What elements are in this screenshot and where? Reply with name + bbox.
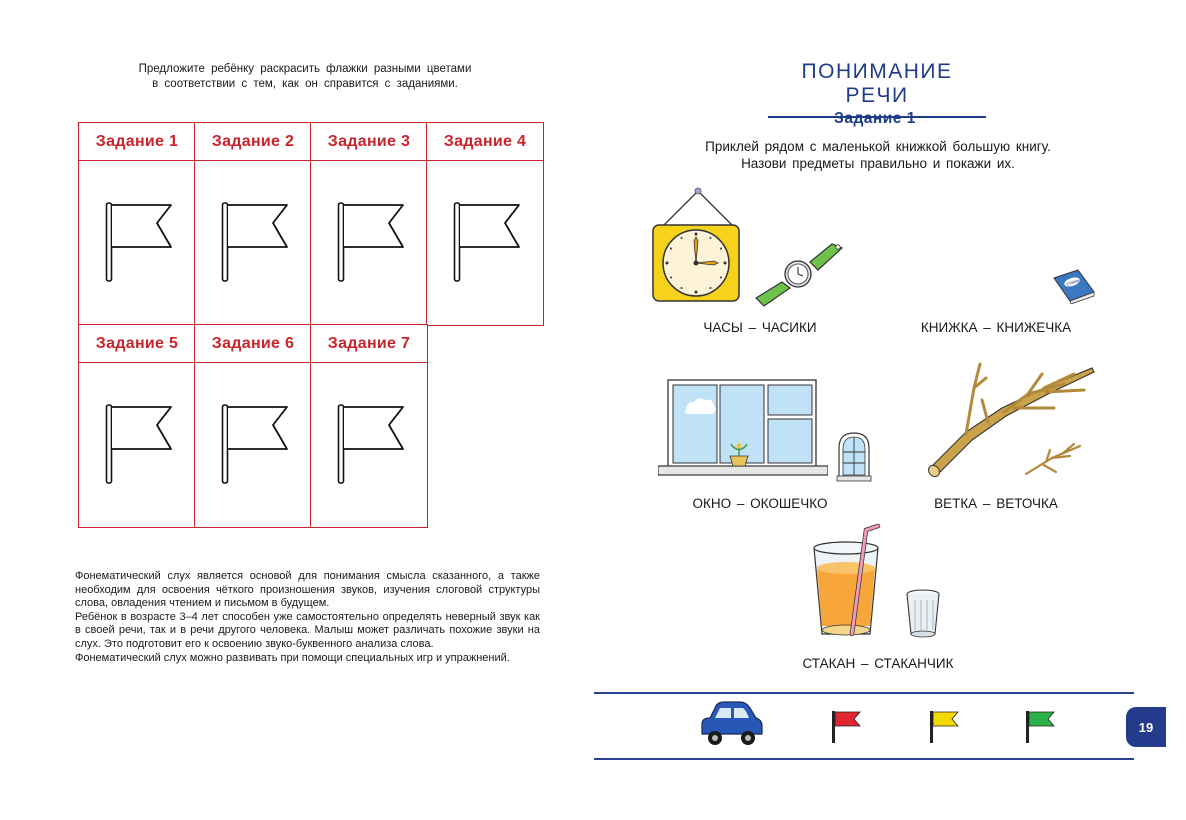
juice-glass-icon [808,522,884,640]
task-instruction-line-1: Приклей рядом с маленькой книжкой большую книгу. [705,139,1051,154]
flag-outline-icon [453,201,523,283]
small-book-icon [1050,268,1098,304]
footer-line-bottom [594,758,1134,760]
task-flag-grid [78,122,544,528]
window-icon [658,376,828,480]
intro-line-2: в соответствии с тем, как он справится с заданиями. [152,78,458,90]
task-instruction-line-2: Назови предметы правильно и покажи их. [741,156,1015,171]
flag-outline-icon [221,403,291,485]
flag-outline-icon [221,201,291,283]
page-number: 19 [1126,707,1166,747]
task-instructions [640,138,1116,172]
caption-glass: СТАКАН – СТАКАНЧИК [802,656,954,671]
task-cell-7 [310,324,428,528]
book-cover-label: стихи [1065,277,1080,288]
parent-note [75,570,540,665]
caption-branch: ВЕТКА – ВЕТОЧКА [934,496,1058,511]
footer-line-top [594,692,1134,694]
parent-note-paragraph: Фонематический слух является основой для понимания смысла сказанного, а также необходим для освоения чёткого произношения звуков, изучения слоговой структуры слова, овладения чтением и письмом в будущем. [75,570,540,610]
flag-outline-icon [105,403,175,485]
caption-book: КНИЖКА – КНИЖЕЧКА [920,320,1072,335]
task-title: Задание 1 [834,110,916,127]
intro-line-1: Предложите ребёнку раскрасить флажки разными цветами [138,63,472,75]
task-label-7: Задание 7 [311,325,427,363]
task-label-3: Задание 3 [311,123,427,161]
red-flag-icon [830,710,862,744]
small-window-icon [836,430,872,482]
wrist-watch-icon [752,238,846,310]
parent-note-paragraph: Ребёнок в возрасте 3–4 лет способен уже самостоятельно определять неверный звук как в своей речи, так и в речи другого человека. Малыш может различать похожие звуки на слух. Это подготовит его к освоению звуко-буквенного анализа слова. [75,610,540,650]
parent-note-paragraph: Фонематический слух можно развивать при помощи специальных игр и упражнений. [75,651,510,664]
task-cell-4 [426,122,544,326]
task-cell-1 [78,122,196,326]
task-label-2: Задание 2 [195,123,311,161]
yellow-flag-icon [928,710,960,744]
task-cell-5 [78,324,196,528]
task-label-4: Задание 4 [427,123,543,161]
task-cell-3 [310,122,428,326]
task-label-1: Задание 1 [79,123,195,161]
small-glass-icon [903,586,943,640]
caption-window: ОКНО – ОКОШЕЧКО [692,496,828,511]
car-icon [698,700,764,748]
task-label-5: Задание 5 [79,325,195,363]
page-title: ПОНИМАНИЕ РЕЧИ [768,60,986,118]
green-flag-icon [1024,710,1056,744]
task-label-6: Задание 6 [195,325,311,363]
flag-outline-icon [105,201,175,283]
flag-outline-icon [337,403,407,485]
task-cell-6 [194,324,312,528]
wall-clock-icon [650,185,742,305]
twig-icon [1022,442,1084,478]
task-cell-2 [194,122,312,326]
intro-text [95,62,515,92]
flag-outline-icon [337,201,407,283]
caption-clock: ЧАСЫ – ЧАСИКИ [703,320,817,335]
